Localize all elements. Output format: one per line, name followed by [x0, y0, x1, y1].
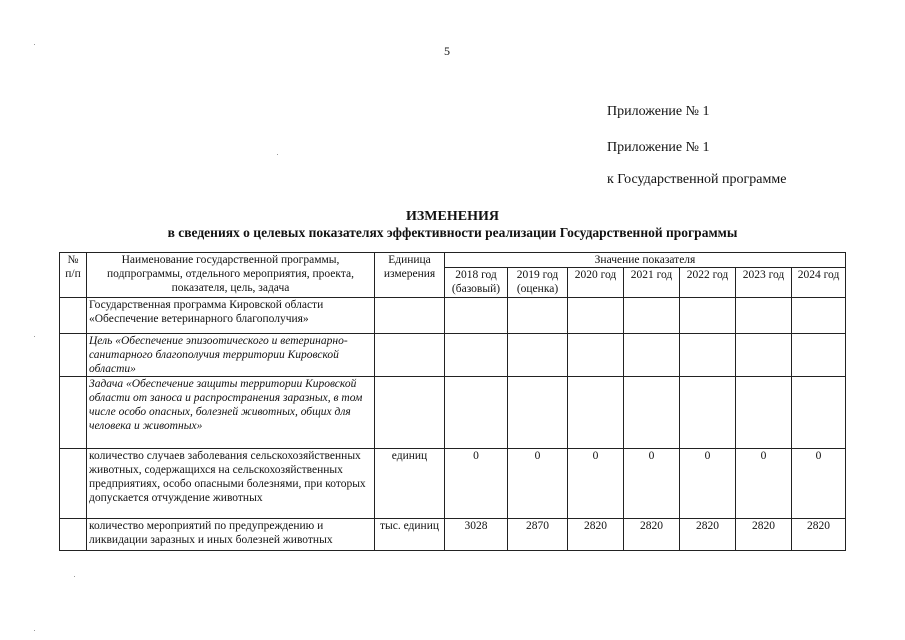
row-value-cell: 2820 [792, 519, 846, 551]
row-value-cell: 2820 [624, 519, 680, 551]
header-year: 2019 год (оценка) [508, 268, 568, 298]
header-num: № п/п [60, 253, 87, 298]
row-num-cell [60, 519, 87, 551]
scan-speck [277, 154, 278, 155]
row-value-cell [445, 298, 508, 334]
document-title: ИЗМЕНЕНИЯ [406, 209, 499, 224]
header-name: Наименование государственной программы, подпрограммы, отдельного мероприятия, проекта, показателя, цель, задача [87, 253, 375, 298]
row-value-cell [624, 298, 680, 334]
header-unit: Единица измерения [375, 253, 445, 298]
row-value-cell: 0 [508, 449, 568, 519]
row-value-cell [792, 298, 846, 334]
scan-speck [34, 44, 35, 45]
header-year: 2020 год [568, 268, 624, 298]
row-value-cell [508, 377, 568, 449]
appendix-label-2: Приложение № 1 [607, 140, 710, 155]
row-num-cell [60, 377, 87, 449]
row-value-cell [445, 377, 508, 449]
row-unit-cell [375, 298, 445, 334]
row-value-cell [792, 334, 846, 377]
header-values-group: Значение показателя [445, 253, 846, 268]
row-value-cell [680, 334, 736, 377]
scan-speck [34, 336, 35, 337]
row-value-cell: 0 [736, 449, 792, 519]
row-num-cell [60, 298, 87, 334]
indicators-table [59, 252, 846, 551]
appendix-label-1: Приложение № 1 [607, 104, 710, 119]
table-row [60, 519, 846, 551]
row-name-cell: количество мероприятий по предупреждению и ликвидации заразных и иных болезней животных [87, 519, 375, 551]
row-value-cell [736, 377, 792, 449]
row-value-cell [792, 377, 846, 449]
row-value-cell [568, 334, 624, 377]
row-value-cell [568, 298, 624, 334]
row-value-cell [680, 298, 736, 334]
table-row [60, 449, 846, 519]
row-unit-cell: тыс. единиц [375, 519, 445, 551]
row-num-cell [60, 334, 87, 377]
row-value-cell: 0 [445, 449, 508, 519]
table-row [60, 334, 846, 377]
scan-speck [34, 630, 35, 631]
header-year: 2022 год [680, 268, 736, 298]
row-name-cell: Задача «Обеспечение защиты территории Кировской области от заноса и распространения заразных, в том числе особо опасных, болезней животных, общих для человека и животных» [87, 377, 375, 449]
row-value-cell: 0 [680, 449, 736, 519]
header-year: 2024 год [792, 268, 846, 298]
row-unit-cell [375, 377, 445, 449]
row-value-cell: 2820 [568, 519, 624, 551]
row-value-cell: 0 [792, 449, 846, 519]
row-value-cell: 0 [624, 449, 680, 519]
row-name-cell: количество случаев заболевания сельскохозяйственных животных, содержащихся на сельскохозяйственных предприятиях, особо опасными болезнями, при которых допускается отчуждение животных [87, 449, 375, 519]
document-subtitle: в сведениях о целевых показателях эффективности реализации Государственной программы [167, 225, 738, 240]
appendix-subtitle: к Государственной программе [607, 172, 787, 187]
row-unit-cell: единиц [375, 449, 445, 519]
row-name-cell: Государственная программа Кировской области «Обеспечение ветеринарного благополучия» [87, 298, 375, 334]
row-value-cell [508, 334, 568, 377]
row-value-cell: 2870 [508, 519, 568, 551]
header-year: 2021 год [624, 268, 680, 298]
row-value-cell: 0 [568, 449, 624, 519]
table-row [60, 377, 846, 449]
row-value-cell [736, 334, 792, 377]
page-number: 5 [444, 44, 450, 58]
row-unit-cell [375, 334, 445, 377]
row-value-cell: 2820 [736, 519, 792, 551]
header-year: 2018 год (базовый) [445, 268, 508, 298]
header-year: 2023 год [736, 268, 792, 298]
row-value-cell [445, 334, 508, 377]
row-value-cell [624, 377, 680, 449]
row-value-cell [624, 334, 680, 377]
row-value-cell: 2820 [680, 519, 736, 551]
row-name-cell: Цель «Обеспечение эпизоотического и ветеринарно-санитарного благополучия территории Кировской области» [87, 334, 375, 377]
row-value-cell [568, 377, 624, 449]
row-value-cell: 3028 [445, 519, 508, 551]
row-value-cell [508, 298, 568, 334]
table-row [60, 298, 846, 334]
row-num-cell [60, 449, 87, 519]
row-value-cell [680, 377, 736, 449]
scan-speck [74, 576, 75, 577]
row-value-cell [736, 298, 792, 334]
